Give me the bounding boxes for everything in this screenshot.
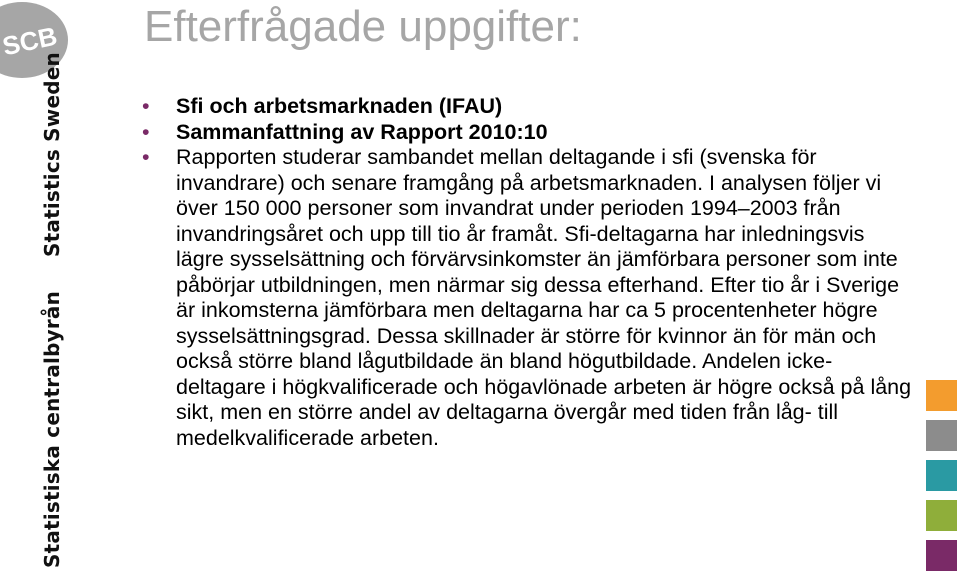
accent-square xyxy=(926,380,957,411)
bullet-list xyxy=(142,94,912,451)
bullet-marker: • xyxy=(142,119,150,144)
bullet-text: Rapporten studerar sambandet mellan deltagande i sfi (svenska för invandrare) och senare framgång på arbetsmarknaden. I analysen följer vi över 150 000 personer som invandrat under perioden 1994–2003 från invandringsåret och upp till tio år framåt. Sfi-deltagarna har inledningsvis lägre sysselsättning och förvärvsinkomster än jämförbara personer som inte påbörjar utbildningen, men närmar sig dessa efterhand. Efter tio år i Sverige är inkomsterna jämförbara men deltagarna har ca 5 procentenheter högre sysselsättningsgrad. Dessa skillnader är större för kvinnor än för män och också större bland lågutbildade än bland högutbildade. Andelen icke-deltagare i högkvalificerade och högavlönade arbeten är högre också på lång sikt, men en större andel av deltagarna övergår med tiden från låg- till medelkvalificerade arbeten. xyxy=(176,145,912,450)
accent-square xyxy=(926,420,957,451)
sidebar-text-secondary: Statistics Sweden xyxy=(40,52,64,257)
accent-square xyxy=(926,460,957,491)
bullet-text: Sfi och arbetsmarknaden (IFAU) xyxy=(176,94,503,118)
bullet-item xyxy=(142,145,912,451)
logo-text: SCB xyxy=(0,20,60,62)
accent-square xyxy=(926,540,957,571)
bullet-text: Sammanfattning av Rapport 2010:10 xyxy=(176,119,548,144)
bullet-item xyxy=(142,94,912,120)
bullet-marker: • xyxy=(142,94,150,118)
bullet-marker: • xyxy=(142,145,150,169)
sidebar-organization-name xyxy=(40,52,64,568)
accent-square xyxy=(926,500,957,531)
accent-squares xyxy=(926,380,957,580)
page-title: Efterfrågade uppgifter: xyxy=(144,2,582,51)
sidebar-text-primary: Statistiska centralbyrån xyxy=(40,290,64,568)
bullet-item xyxy=(142,120,912,146)
